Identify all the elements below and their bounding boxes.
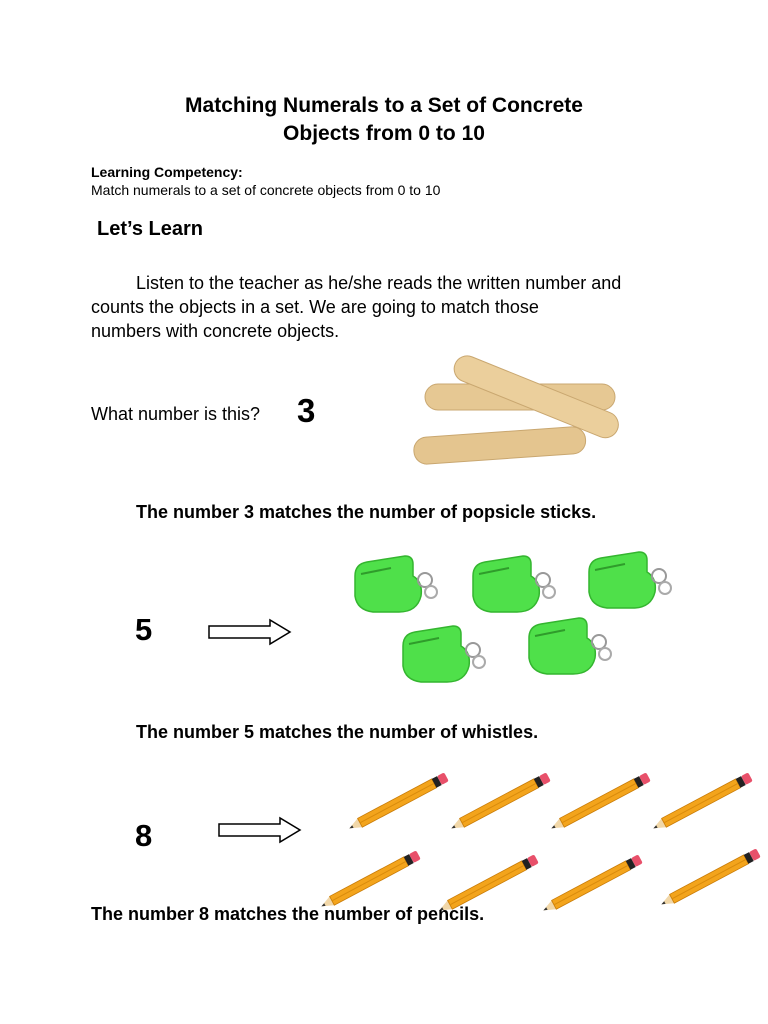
pencil <box>541 854 643 914</box>
question-text: What number is this? <box>91 404 261 424</box>
pencil <box>319 850 421 910</box>
popsicle-stick <box>413 426 586 465</box>
intro-line-2: counts the objects in a set. We are going to match those <box>91 297 539 317</box>
question-number: 3 <box>297 392 316 429</box>
page-title-line-2: Objects from 0 to 10 <box>283 122 485 145</box>
competency-label: Learning Competency: <box>91 164 243 180</box>
whistle <box>403 626 485 682</box>
arrow-icon <box>208 619 292 645</box>
popsicle-sticks-image <box>405 340 627 480</box>
page-title-line-1: Matching Numerals to a Set of Concrete <box>185 94 583 117</box>
example-number-5: 5 <box>135 612 153 647</box>
match-statement-pencils: The number 8 matches the number of pencils. <box>91 904 485 924</box>
whistles-image <box>345 548 685 688</box>
whistle <box>473 556 555 612</box>
whistle <box>355 556 437 612</box>
match-statement-sticks: The number 3 matches the number of popsicle sticks. <box>136 502 597 522</box>
pencils-image <box>315 760 755 920</box>
pencil <box>651 772 753 832</box>
match-statement-whistles: The number 5 matches the number of whistles. <box>136 722 539 742</box>
intro-line-3: numbers with concrete objects. <box>91 321 340 341</box>
competency-text: Match numerals to a set of concrete objects from 0 to 10 <box>91 182 441 198</box>
example-number-8: 8 <box>135 818 153 853</box>
whistle <box>589 552 671 608</box>
whistle <box>529 618 611 674</box>
pencil <box>449 772 551 832</box>
pencil <box>659 848 761 908</box>
arrow-icon <box>218 817 302 843</box>
pencil <box>549 772 651 832</box>
section-heading: Let’s Learn <box>97 218 203 240</box>
intro-line-1: Listen to the teacher as he/she reads the written number and <box>136 273 622 293</box>
pencil <box>347 772 449 832</box>
